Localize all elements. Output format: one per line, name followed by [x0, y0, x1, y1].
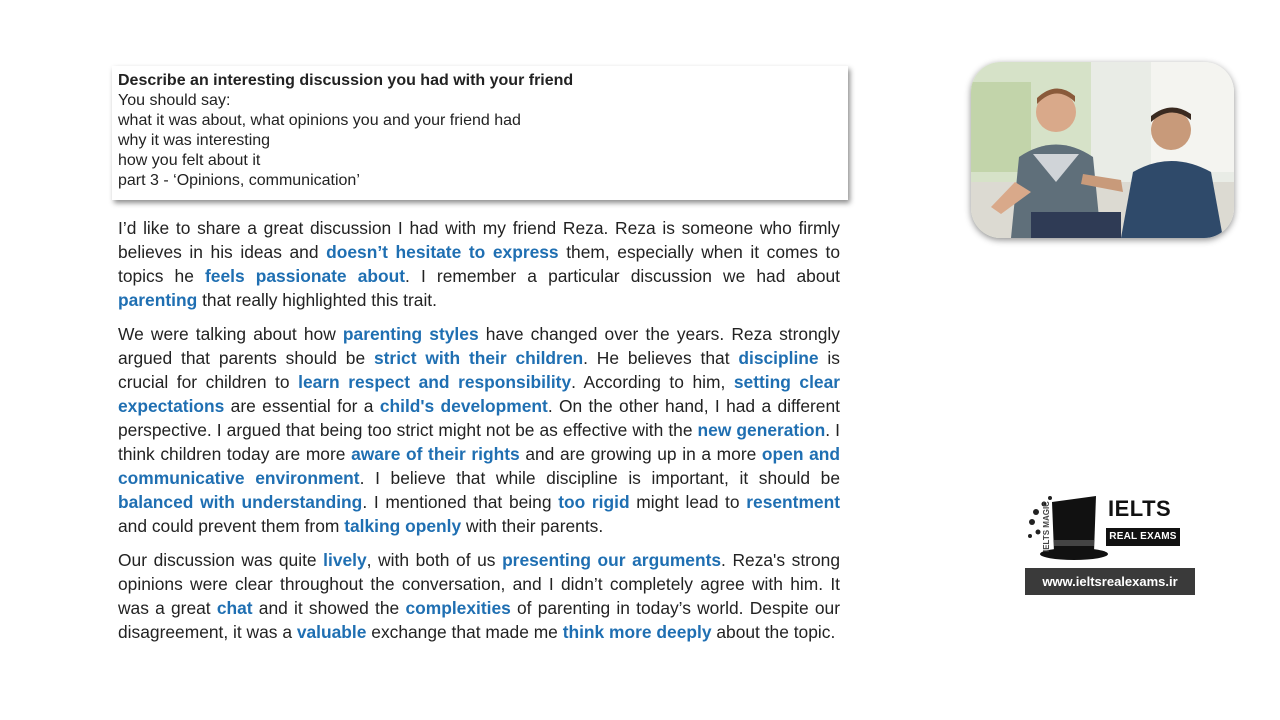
vocab-highlight: valuable — [296, 622, 367, 642]
vocab-highlight: discipline — [738, 348, 819, 368]
logo-title: IELTS — [1108, 496, 1172, 521]
cue-card-line: why it was interesting — [118, 132, 271, 149]
vocab-highlight: child's development — [379, 396, 548, 416]
answer-text: . I mentioned that being — [362, 492, 559, 512]
vocab-highlight: setting clear expectations — [118, 372, 841, 416]
cue-card — [112, 66, 848, 200]
answer-text: and it showed the — [252, 598, 406, 618]
logo-vertical-text: IELTS MAGIC — [1042, 501, 1051, 552]
answer-text: . I remember a particular discussion we had about — [405, 266, 841, 286]
answer-paragraph-2 — [118, 322, 840, 538]
answer-paragraph-3 — [118, 548, 840, 644]
answer-text: . He believes that — [583, 348, 739, 368]
vocab-highlight: parenting — [118, 290, 198, 310]
two-friends-talking-photo — [971, 62, 1234, 238]
answer-text: that really highlighted this trait. — [197, 290, 437, 310]
answer-text: . On the other hand, I had a different perspective. I argued that being too strict might not be as effective with the — [118, 396, 840, 440]
cue-card-line: how you felt about it — [118, 152, 261, 169]
answer-text: and could prevent them from — [118, 516, 345, 536]
vocab-highlight: new generation — [697, 420, 826, 440]
answer-text: exchange that made me — [366, 622, 563, 642]
answer-text: . I think children today are more — [118, 420, 840, 464]
answer-text: and are growing up in a more — [519, 444, 762, 464]
answer-text: with their parents. — [461, 516, 604, 536]
vocab-highlight: lively — [323, 550, 367, 570]
answer-text: are essential for a — [224, 396, 380, 416]
vocab-highlight: resentment — [746, 492, 841, 512]
website-url[interactable]: www.ieltsrealexams.ir — [1025, 568, 1195, 595]
answer-text: might lead to — [629, 492, 747, 512]
vocab-highlight: aware of their rights — [351, 444, 520, 464]
vocab-highlight: learn respect and responsibility — [298, 372, 572, 392]
vocab-highlight: too rigid — [558, 492, 630, 512]
answer-text: . Reza's strong opinions were clear throughout the conversation, and I didn’t completely agree with him. It was a great — [118, 550, 840, 618]
vocab-highlight: open and communicative environment — [118, 444, 841, 488]
vocab-highlight: strict with their children — [373, 348, 584, 368]
vocab-highlight: parenting styles — [342, 324, 479, 344]
cue-card-title: Describe an interesting discussion you had with your friend — [118, 72, 574, 89]
answer-text: . I believe that while discipline is important, it should be — [359, 468, 840, 488]
sample-answer — [118, 216, 840, 654]
answer-text: , with both of us — [366, 550, 503, 570]
vocab-highlight: balanced with understanding — [118, 492, 363, 512]
cue-card-line: You should say: — [118, 92, 231, 109]
photo-illustration — [971, 62, 1234, 238]
vocab-highlight: doesn’t hesitate to express — [326, 242, 559, 262]
answer-text: about the topic. — [711, 622, 836, 642]
cue-card-line: part 3 - ‘Opinions, communication’ — [118, 172, 360, 189]
vocab-highlight: chat — [216, 598, 253, 618]
answer-paragraph-1 — [118, 216, 840, 312]
answer-text: have changed over the years. Reza strongly argued that parents should be — [118, 324, 840, 368]
answer-text: . According to him, — [571, 372, 734, 392]
answer-text: them, especially when it comes to topics he — [118, 242, 840, 286]
answer-text: is crucial for children to — [118, 348, 840, 392]
answer-text: We were talking about how — [118, 324, 343, 344]
answer-text: of parenting in today’s world. Despite our disagreement, it was a — [118, 598, 841, 642]
vocab-highlight: presenting our arguments — [502, 550, 722, 570]
vocab-highlight: complexities — [405, 598, 511, 618]
answer-text: Our discussion was quite — [118, 550, 324, 570]
logo-subtitle: REAL EXAMS — [1106, 528, 1180, 546]
vocab-highlight: feels passionate about — [205, 266, 406, 286]
vocab-highlight: think more deeply — [562, 622, 712, 642]
answer-text: I’d like to share a great discussion I had with my friend Reza. Reza is someone who firmly believes in his ideas and — [118, 218, 840, 262]
ielts-real-exams-logo — [1024, 492, 1192, 564]
vocab-highlight: talking openly — [344, 516, 462, 536]
cue-card-line: what it was about, what opinions you and your friend had — [118, 112, 521, 129]
